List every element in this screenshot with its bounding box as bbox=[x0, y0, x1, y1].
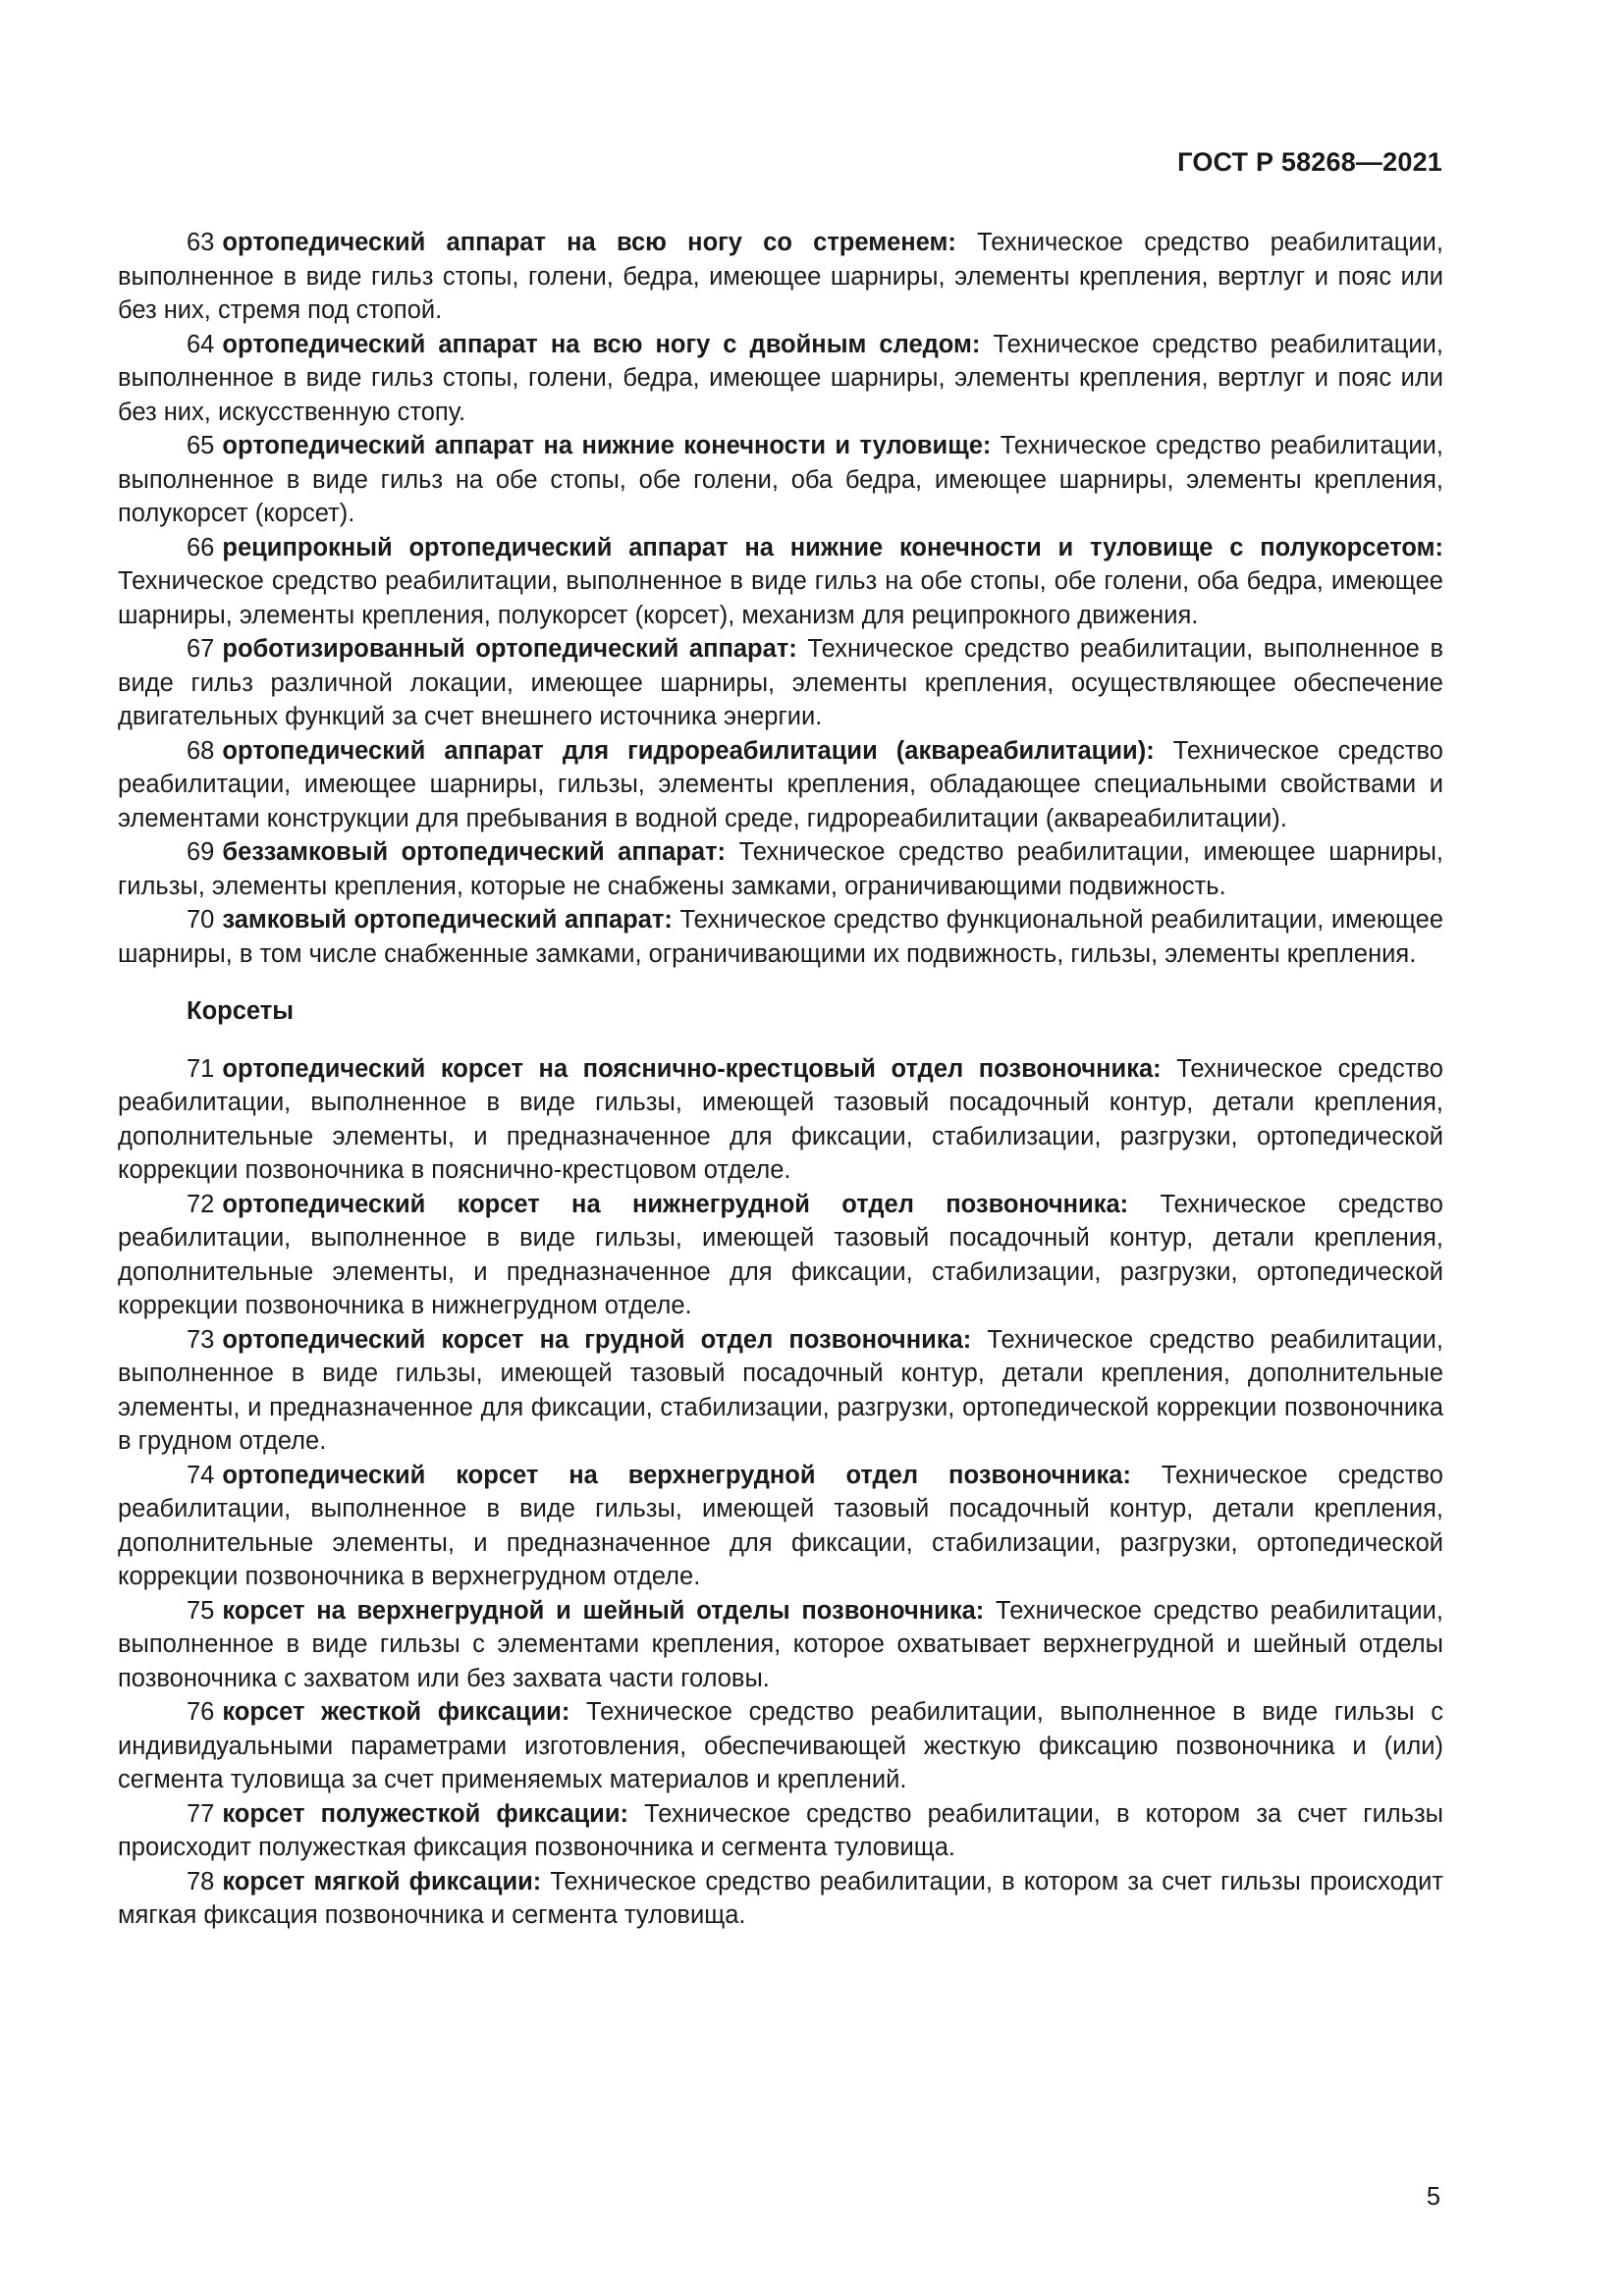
entry-number: 76 bbox=[187, 1698, 215, 1726]
entry-number: 75 bbox=[187, 1596, 215, 1625]
term-entry-72 bbox=[118, 1188, 1443, 1323]
entry-definition: Техническое средство реабилитации, выполненное в виде гильз стопы, голени, бедра, имеющее шарниры, элементы крепления, вертлуг и пояс или без них, стремя под стопой. bbox=[118, 229, 1443, 324]
entry-term: реципрокный ортопедический аппарат на нижние конечности и туловище с полукорсетом: bbox=[222, 533, 1443, 561]
entry-definition: Техническое средство реабилитации, выполненное в виде гильзы с элементами крепления, которое охватывает верхнегрудной и шейный отделы позвоночника с захватом или без захвата части головы. bbox=[118, 1596, 1443, 1692]
entry-definition: Техническое средство реабилитации, выполненное в виде гильзы, имеющей тазовый посадочный контур, детали крепления, дополнительные элементы, и предназначенное для фиксации, стабилизации, разгрузки, ортопедической коррекции позвоночника в нижнегрудном отделе. bbox=[118, 1190, 1443, 1319]
term-entry-63 bbox=[118, 226, 1443, 328]
entry-number: 66 bbox=[187, 533, 215, 561]
entry-number: 73 bbox=[187, 1325, 215, 1354]
entry-term: ортопедический аппарат на всю ногу с двойным следом: bbox=[222, 330, 981, 358]
entry-number: 63 bbox=[187, 229, 215, 256]
entry-term: корсет мягкой фиксации: bbox=[222, 1867, 542, 1896]
entry-number: 77 bbox=[187, 1799, 215, 1828]
entry-number: 71 bbox=[187, 1054, 215, 1083]
entry-number: 67 bbox=[187, 635, 215, 663]
term-entry-75 bbox=[118, 1594, 1443, 1696]
entry-number: 72 bbox=[187, 1190, 215, 1218]
entry-number: 78 bbox=[187, 1867, 215, 1896]
entry-term: ортопедический корсет на верхнегрудной отдел позвоночника: bbox=[222, 1461, 1131, 1489]
entry-term: корсет полужесткой фиксации: bbox=[222, 1799, 628, 1828]
entry-definition: Техническое средство реабилитации, выполненное в виде гильз различной локации, имеющее шарниры, элементы крепления, осуществляющее обеспечение двигательных функций за счет внешнего источника энергии. bbox=[118, 635, 1444, 730]
term-entry-73 bbox=[118, 1323, 1443, 1459]
term-entry-64 bbox=[118, 328, 1443, 430]
entry-number: 64 bbox=[187, 330, 215, 358]
entry-definition: Техническое средство реабилитации, имеющее шарниры, гильзы, элементы крепления, обладающее специальными свойствами и элементами конструкции для пребывания в водной среде, гидрореабилитации (аквареабилитации). bbox=[118, 736, 1443, 832]
entry-definition: Техническое средство функциональной реабилитации, имеющее шарниры, в том числе снабженные замками, ограничивающими их подвижность, гильзы, элементы крепления. bbox=[118, 906, 1443, 968]
entry-term: ортопедический аппарат на всю ногу со стременем: bbox=[222, 229, 956, 256]
entry-term: замковый ортопедический аппарат: bbox=[222, 906, 673, 934]
entry-definition: Техническое средство реабилитации, выполненное в виде гильзы, имеющей тазовый посадочный контур, детали крепления, дополнительные элементы, и предназначенное для фиксации, стабилизации, разгрузки, ортопедической коррекции позвоночника в пояснично-крестцовом отделе. bbox=[118, 1054, 1443, 1184]
document-body bbox=[118, 226, 1443, 1933]
entry-definition: Техническое средство реабилитации, выполненное в виде гильз на обе стопы, обе голени, оба бедра, имеющее шарниры, элементы крепления, полукорсет (корсет), механизм для реципрокного движения. bbox=[118, 567, 1443, 629]
entry-definition: Техническое средство реабилитации, в котором за счет гильзы происходит полужесткая фиксация позвоночника и сегмента туловища. bbox=[118, 1799, 1443, 1861]
entry-term: ортопедический аппарат на нижние конечности и туловище: bbox=[222, 432, 992, 459]
term-entry-74 bbox=[118, 1459, 1443, 1594]
entry-definition: Техническое средство реабилитации, выполненное в виде гильзы с индивидуальными параметрами изготовления, обеспечивающей жесткую фиксацию позвоночника и (или) сегмента туловища за счет применяемых материалов и креплений. bbox=[118, 1698, 1444, 1793]
entry-definition: Техническое средство реабилитации, выполненное в виде гильзы, имеющей тазовый посадочный контур, детали крепления, дополнительные элементы, и предназначенное для фиксации, стабилизации, разгрузки, ортопедической коррекции позвоночника в верхнегрудном отделе. bbox=[118, 1461, 1443, 1590]
term-entry-70 bbox=[118, 903, 1443, 971]
entry-definition: Техническое средство реабилитации, в котором за счет гильзы происходит мягкая фиксация позвоночника и сегмента туловища. bbox=[118, 1867, 1443, 1929]
entry-term: ортопедический корсет на пояснично-крестцовый отдел позвоночника: bbox=[222, 1054, 1162, 1083]
term-entry-66 bbox=[118, 531, 1443, 633]
term-entry-69 bbox=[118, 835, 1443, 903]
entry-definition: Техническое средство реабилитации, имеющее шарниры, гильзы, элементы крепления, которые не снабжены замками, ограничивающими подвижность. bbox=[118, 838, 1443, 900]
term-entry-78 bbox=[118, 1865, 1443, 1933]
section-heading-corsets: Корсеты bbox=[187, 997, 295, 1025]
entry-term: роботизированный ортопедический аппарат: bbox=[222, 635, 797, 663]
entry-number: 70 bbox=[187, 906, 215, 934]
entry-number: 68 bbox=[187, 736, 215, 765]
term-entry-76 bbox=[118, 1695, 1443, 1797]
entry-term: корсет жесткой фиксации: bbox=[222, 1698, 570, 1726]
term-entry-65 bbox=[118, 429, 1443, 531]
term-entry-67 bbox=[118, 632, 1443, 734]
term-entry-71 bbox=[118, 1052, 1443, 1188]
entry-number: 65 bbox=[187, 432, 215, 459]
entry-definition: Техническое средство реабилитации, выполненное в виде гильзы, имеющей тазовый посадочный контур, детали крепления, дополнительные элементы, и предназначенное для фиксации, стабилизации, разгрузки, ортопедической коррекции позвоночника в грудном отделе. bbox=[118, 1325, 1443, 1455]
entry-term: корсет на верхнегрудной и шейный отделы позвоночника: bbox=[222, 1596, 985, 1625]
page-number: 5 bbox=[1426, 2183, 1440, 2211]
document-standard-id: ГОСТ Р 58268—2021 bbox=[1177, 147, 1442, 177]
entry-term: ортопедический аппарат для гидрореабилитации (аквареабилитации): bbox=[222, 736, 1155, 765]
entry-term: ортопедический корсет на нижнегрудной отдел позвоночника: bbox=[222, 1190, 1129, 1218]
term-entry-77 bbox=[118, 1797, 1443, 1865]
entry-term: беззамковый ортопедический аппарат: bbox=[222, 838, 727, 866]
entry-definition: Техническое средство реабилитации, выполненное в виде гильз на обе стопы, обе голени, оба бедра, имеющее шарниры, элементы крепления, полукорсет (корсет). bbox=[118, 432, 1443, 527]
entry-definition: Техническое средство реабилитации, выполненное в виде гильз стопы, голени, бедра, имеющее шарниры, элементы крепления, вертлуг и пояс или без них, искусственную стопу. bbox=[118, 330, 1443, 426]
entry-term: ортопедический корсет на грудной отдел позвоночника: bbox=[222, 1325, 972, 1354]
term-entry-68 bbox=[118, 734, 1443, 836]
entry-number: 74 bbox=[187, 1461, 215, 1489]
entry-number: 69 bbox=[187, 838, 215, 866]
